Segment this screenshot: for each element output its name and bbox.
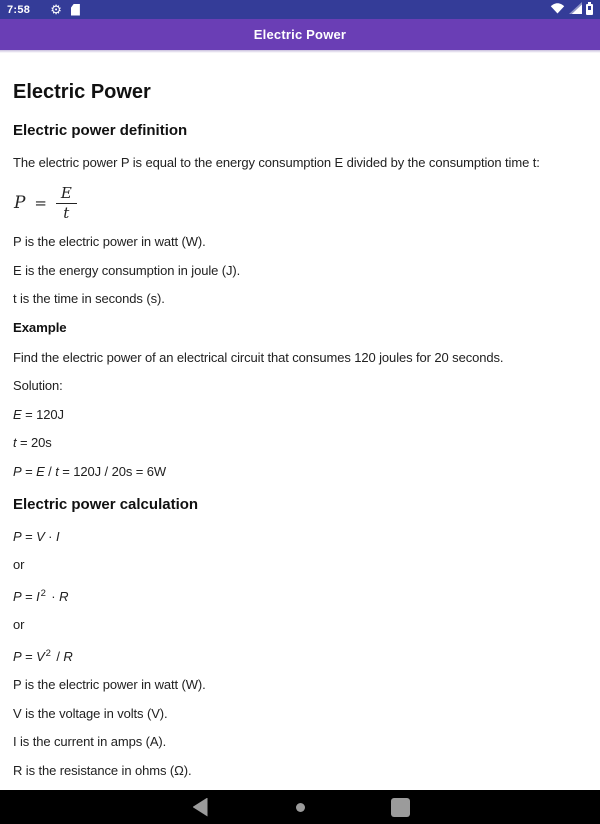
paragraph: V is the voltage in volts (V). <box>13 705 168 721</box>
formula-line: $P = I^2 \cdot R$ <box>13 587 69 604</box>
formula-line: $P = V^2 / R$ <box>13 647 73 664</box>
home-icon <box>296 803 305 812</box>
formula-line: t = 20s <box>13 435 52 450</box>
paragraph: R is the resistance in ohms (Ω). <box>13 762 192 778</box>
section-heading: Electric power definition <box>13 122 188 139</box>
content-area[interactable] <box>0 53 600 790</box>
clock: 7:58 <box>7 3 31 16</box>
settings-icon: ⚙ <box>50 2 62 17</box>
paragraph: P is the electric power in watt (W). <box>13 234 206 249</box>
battery-icon <box>586 4 593 15</box>
paragraph: P is the electric power in watt (W). <box>13 677 206 692</box>
status-bar <box>0 0 600 19</box>
status-bar-right <box>550 1 593 19</box>
navigation-bar <box>0 790 600 824</box>
formula-fraction: P = $\frac{E}{t}$ <box>13 183 586 223</box>
page-title: Electric Power <box>13 81 151 103</box>
wifi-icon <box>550 1 565 19</box>
paragraph: I is the current in amps (A). <box>13 734 167 749</box>
subsection-heading: Example <box>13 319 67 335</box>
paragraph: The electric power P is equal to the energy consumption E divided by the consumption time t: <box>13 155 540 170</box>
status-bar-left <box>7 3 80 16</box>
formula-line: P = E / t = 120J / 20s = 6W <box>13 463 167 479</box>
formula-line: E = 120J <box>13 406 64 422</box>
home-button[interactable] <box>280 790 320 824</box>
paragraph: Solution: <box>13 378 63 393</box>
paragraph: E is the energy consumption in joule (J). <box>13 262 241 278</box>
back-button[interactable] <box>180 790 220 824</box>
sdcard-icon <box>71 4 80 16</box>
section-heading: Electric power calculation <box>13 495 199 513</box>
app-bar-title: Electric Power <box>253 27 347 42</box>
back-icon <box>193 798 208 817</box>
formula-line: P = V · I <box>13 528 60 544</box>
cell-signal-icon <box>569 1 582 19</box>
paragraph: t is the time in seconds (s). <box>13 291 165 306</box>
paragraph: or <box>13 557 25 572</box>
recents-button[interactable] <box>380 790 420 824</box>
paragraph: Find the electric power of an electrical circuit that consumes 120 joules for 20 seconds. <box>13 349 504 365</box>
recents-icon <box>391 798 410 817</box>
paragraph: or <box>13 617 25 632</box>
app-bar <box>0 19 600 50</box>
